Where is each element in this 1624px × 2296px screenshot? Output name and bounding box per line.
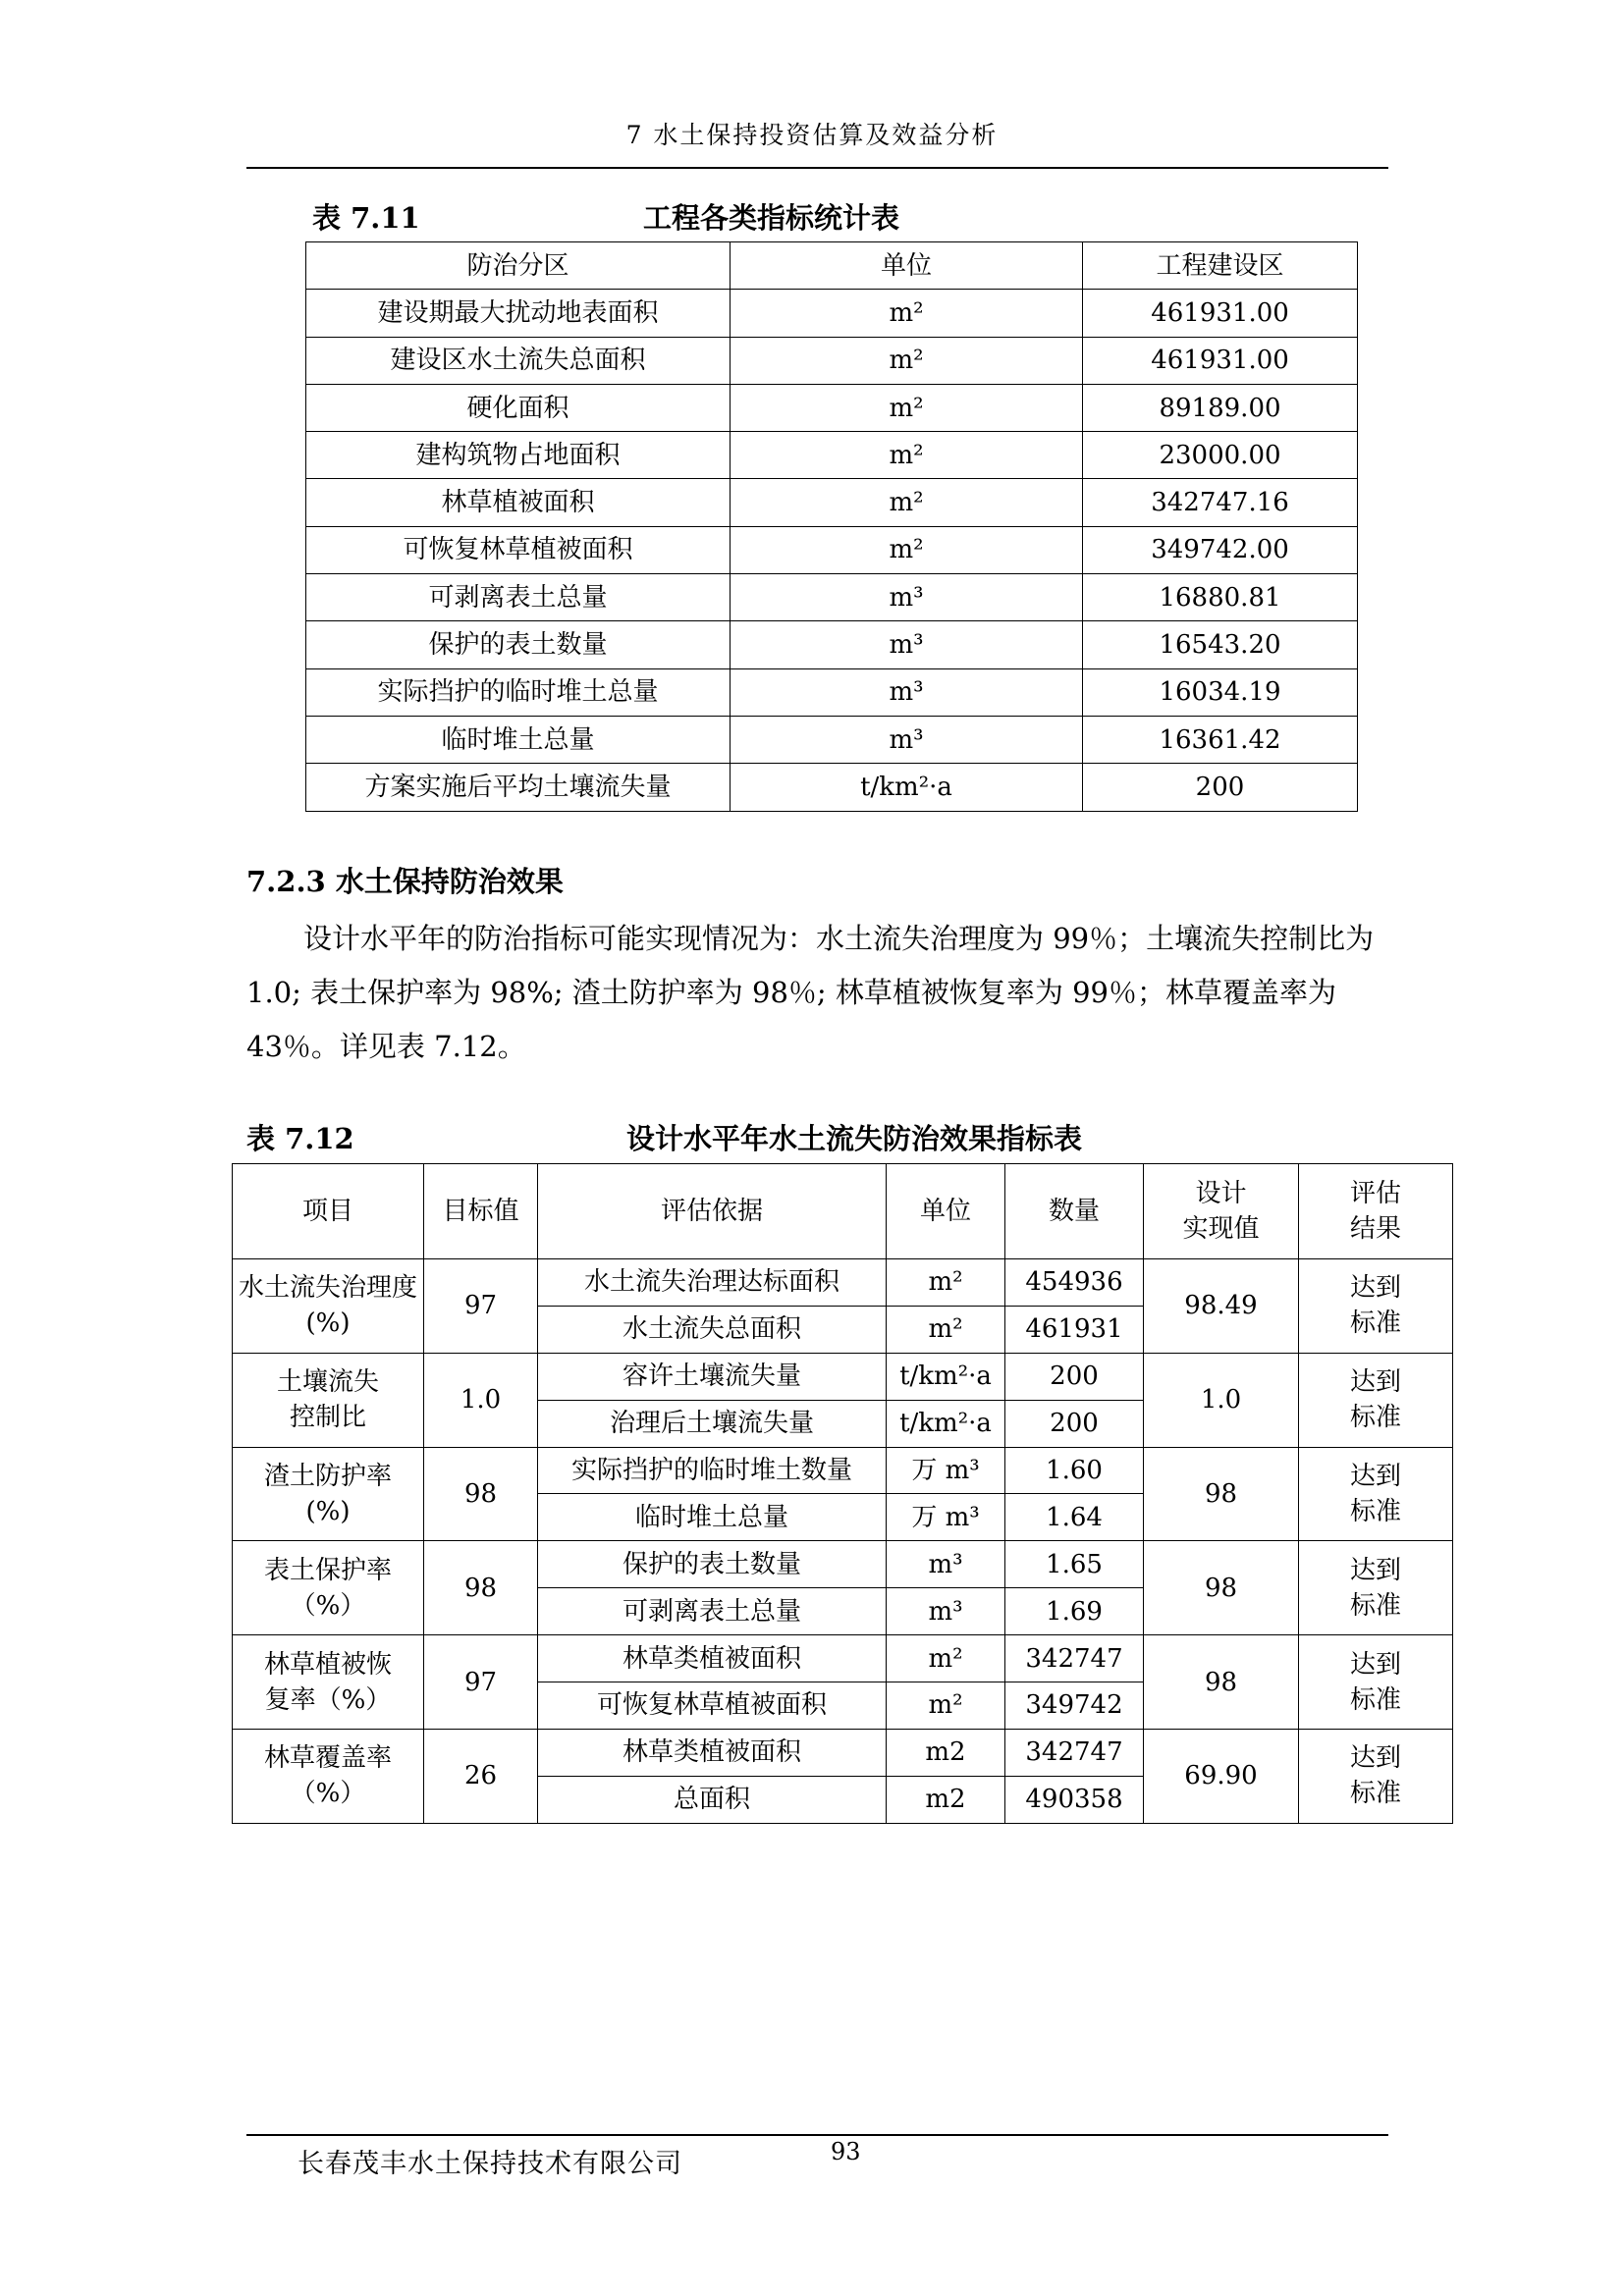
header-cell: 工程建设区 [1083, 242, 1358, 290]
header-cell: 单位 [887, 1164, 1005, 1259]
unit-cell: 万 m³ [887, 1494, 1005, 1541]
unit-cell: m² [887, 1635, 1005, 1682]
header-cell: 项目 [233, 1164, 424, 1259]
value-cell: 200 [1083, 764, 1358, 811]
indicator-name-cell: 建设区水土流失总面积 [306, 337, 731, 384]
quantity-cell: 461931 [1005, 1306, 1144, 1353]
unit-cell: m³ [887, 1588, 1005, 1635]
indicator-name-cell: 建构筑物占地面积 [306, 432, 731, 479]
indicator-name-cell: 硬化面积 [306, 384, 731, 431]
value-cell: 16034.19 [1083, 668, 1358, 716]
unit-cell: m² [731, 290, 1083, 337]
indicator-name-cell: 方案实施后平均土壤流失量 [306, 764, 731, 811]
table-row [233, 1541, 1453, 1588]
table-row [306, 764, 1358, 811]
basis-cell: 保护的表土数量 [538, 1541, 887, 1588]
section-paragraph [246, 912, 1388, 1074]
header-cell: 目标值 [424, 1164, 538, 1259]
unit-cell: m² [731, 432, 1083, 479]
design-value-cell: 98 [1144, 1541, 1299, 1635]
value-cell: 16880.81 [1083, 574, 1358, 621]
result-cell: 达到 标准 [1299, 1353, 1453, 1447]
value-cell: 23000.00 [1083, 432, 1358, 479]
table1-caption-number: 表 7.11 [312, 201, 420, 235]
unit-cell: m³ [731, 668, 1083, 716]
indicator-name-cell: 保护的表土数量 [306, 621, 731, 668]
table-7-12 [232, 1163, 1453, 1824]
unit-cell: m² [731, 337, 1083, 384]
item-cell: 土壤流失 控制比 [233, 1353, 424, 1447]
unit-cell: m² [887, 1682, 1005, 1730]
unit-cell: m2 [887, 1729, 1005, 1776]
quantity-cell: 200 [1005, 1400, 1144, 1447]
design-value-cell: 98.49 [1144, 1259, 1299, 1354]
running-header: 7 水土保持投资估算及效益分析 [625, 121, 999, 149]
item-cell: 林草植被恢 复率（%） [233, 1635, 424, 1730]
indicator-name-cell: 实际挡护的临时堆土总量 [306, 668, 731, 716]
basis-cell: 临时堆土总量 [538, 1494, 887, 1541]
quantity-cell: 342747 [1005, 1729, 1144, 1776]
unit-cell: t/km²·a [887, 1353, 1005, 1400]
design-value-cell: 69.90 [1144, 1729, 1299, 1823]
result-cell: 达到 标准 [1299, 1635, 1453, 1730]
table-row [306, 432, 1358, 479]
result-cell: 达到 标准 [1299, 1259, 1453, 1354]
quantity-cell: 1.69 [1005, 1588, 1144, 1635]
quantity-cell: 1.65 [1005, 1541, 1144, 1588]
table-row [233, 1635, 1453, 1682]
unit-cell: m² [887, 1306, 1005, 1353]
header-cell: 单位 [731, 242, 1083, 290]
indicator-name-cell: 建设期最大扰动地表面积 [306, 290, 731, 337]
target-value-cell: 97 [424, 1635, 538, 1730]
basis-cell: 林草类植被面积 [538, 1635, 887, 1682]
value-cell: 349742.00 [1083, 526, 1358, 573]
header-cell: 评估 结果 [1299, 1164, 1453, 1259]
table-row [306, 668, 1358, 716]
indicator-name-cell: 林草植被面积 [306, 479, 731, 526]
unit-cell: m³ [731, 716, 1083, 763]
unit-cell: m³ [731, 574, 1083, 621]
basis-cell: 可剥离表土总量 [538, 1588, 887, 1635]
result-cell: 达到 标准 [1299, 1541, 1453, 1635]
section-heading: 7.2.3 水土保持防治效果 [246, 865, 564, 898]
target-value-cell: 1.0 [424, 1353, 538, 1447]
header-cell: 数量 [1005, 1164, 1144, 1259]
paragraph-text: 设计水平年的防治指标可能实现情况为：水土流失治理度为 99％；土壤流失控制比为 1.0; 表土保护率为 98%; 渣土防护率为 98％; 林草植被恢复率为 99％；林草覆盖率为 43％。详见表 7.12。 [246, 922, 1375, 1063]
unit-cell: m² [731, 526, 1083, 573]
quantity-cell: 1.64 [1005, 1494, 1144, 1541]
value-cell: 461931.00 [1083, 337, 1358, 384]
table-row [306, 290, 1358, 337]
table2-caption-title: 设计水平年水土流失防治效果指标表 [626, 1122, 1083, 1155]
table-7-11 [305, 241, 1358, 812]
basis-cell: 林草类植被面积 [538, 1729, 887, 1776]
table-header-row [306, 242, 1358, 290]
unit-cell: m³ [731, 621, 1083, 668]
unit-cell: m2 [887, 1776, 1005, 1823]
indicator-name-cell: 临时堆土总量 [306, 716, 731, 763]
table-row [233, 1729, 1453, 1776]
table-row [306, 384, 1358, 431]
header-cell: 防治分区 [306, 242, 731, 290]
header-cell: 设计 实现值 [1144, 1164, 1299, 1259]
target-value-cell: 97 [424, 1259, 538, 1354]
basis-cell: 水土流失治理达标面积 [538, 1259, 887, 1307]
table-row [306, 716, 1358, 763]
quantity-cell: 342747 [1005, 1635, 1144, 1682]
unit-cell: m³ [887, 1541, 1005, 1588]
value-cell: 89189.00 [1083, 384, 1358, 431]
header-cell: 评估依据 [538, 1164, 887, 1259]
table-row [306, 621, 1358, 668]
design-value-cell: 98 [1144, 1635, 1299, 1730]
quantity-cell: 349742 [1005, 1682, 1144, 1730]
table-row [306, 337, 1358, 384]
item-cell: 表土保护率 （%） [233, 1541, 424, 1635]
item-cell: 林草覆盖率 （%） [233, 1729, 424, 1823]
quantity-cell: 490358 [1005, 1776, 1144, 1823]
basis-cell: 容许土壤流失量 [538, 1353, 887, 1400]
table-row [306, 574, 1358, 621]
target-value-cell: 26 [424, 1729, 538, 1823]
basis-cell: 可恢复林草植被面积 [538, 1682, 887, 1730]
table-row [306, 526, 1358, 573]
unit-cell: m² [887, 1259, 1005, 1307]
basis-cell: 总面积 [538, 1776, 887, 1823]
table-row [306, 479, 1358, 526]
quantity-cell: 200 [1005, 1353, 1144, 1400]
value-cell: 342747.16 [1083, 479, 1358, 526]
table1-caption-title: 工程各类指标统计表 [643, 201, 900, 235]
design-value-cell: 1.0 [1144, 1353, 1299, 1447]
design-value-cell: 98 [1144, 1447, 1299, 1541]
target-value-cell: 98 [424, 1447, 538, 1541]
table-header-row [233, 1164, 1453, 1259]
unit-cell: m² [731, 384, 1083, 431]
unit-cell: t/km²·a [731, 764, 1083, 811]
target-value-cell: 98 [424, 1541, 538, 1635]
basis-cell: 水土流失总面积 [538, 1306, 887, 1353]
footer-rule [246, 2134, 1388, 2136]
page-number: 93 [831, 2138, 861, 2165]
value-cell: 16543.20 [1083, 621, 1358, 668]
table-row [233, 1353, 1453, 1400]
basis-cell: 治理后土壤流失量 [538, 1400, 887, 1447]
unit-cell: 万 m³ [887, 1447, 1005, 1494]
table-row [233, 1447, 1453, 1494]
quantity-cell: 454936 [1005, 1259, 1144, 1307]
table-row [233, 1259, 1453, 1307]
value-cell: 16361.42 [1083, 716, 1358, 763]
item-cell: 水土流失治理度(%) [233, 1259, 424, 1354]
value-cell: 461931.00 [1083, 290, 1358, 337]
item-cell: 渣土防护率 (%) [233, 1447, 424, 1541]
unit-cell: t/km²·a [887, 1400, 1005, 1447]
footer-company: 长春茂丰水土保持技术有限公司 [298, 2149, 682, 2179]
result-cell: 达到 标准 [1299, 1729, 1453, 1823]
indicator-name-cell: 可剥离表土总量 [306, 574, 731, 621]
result-cell: 达到 标准 [1299, 1447, 1453, 1541]
unit-cell: m² [731, 479, 1083, 526]
header-rule [246, 167, 1388, 169]
basis-cell: 实际挡护的临时堆土数量 [538, 1447, 887, 1494]
indicator-name-cell: 可恢复林草植被面积 [306, 526, 731, 573]
table2-caption-number: 表 7.12 [246, 1122, 354, 1155]
quantity-cell: 1.60 [1005, 1447, 1144, 1494]
